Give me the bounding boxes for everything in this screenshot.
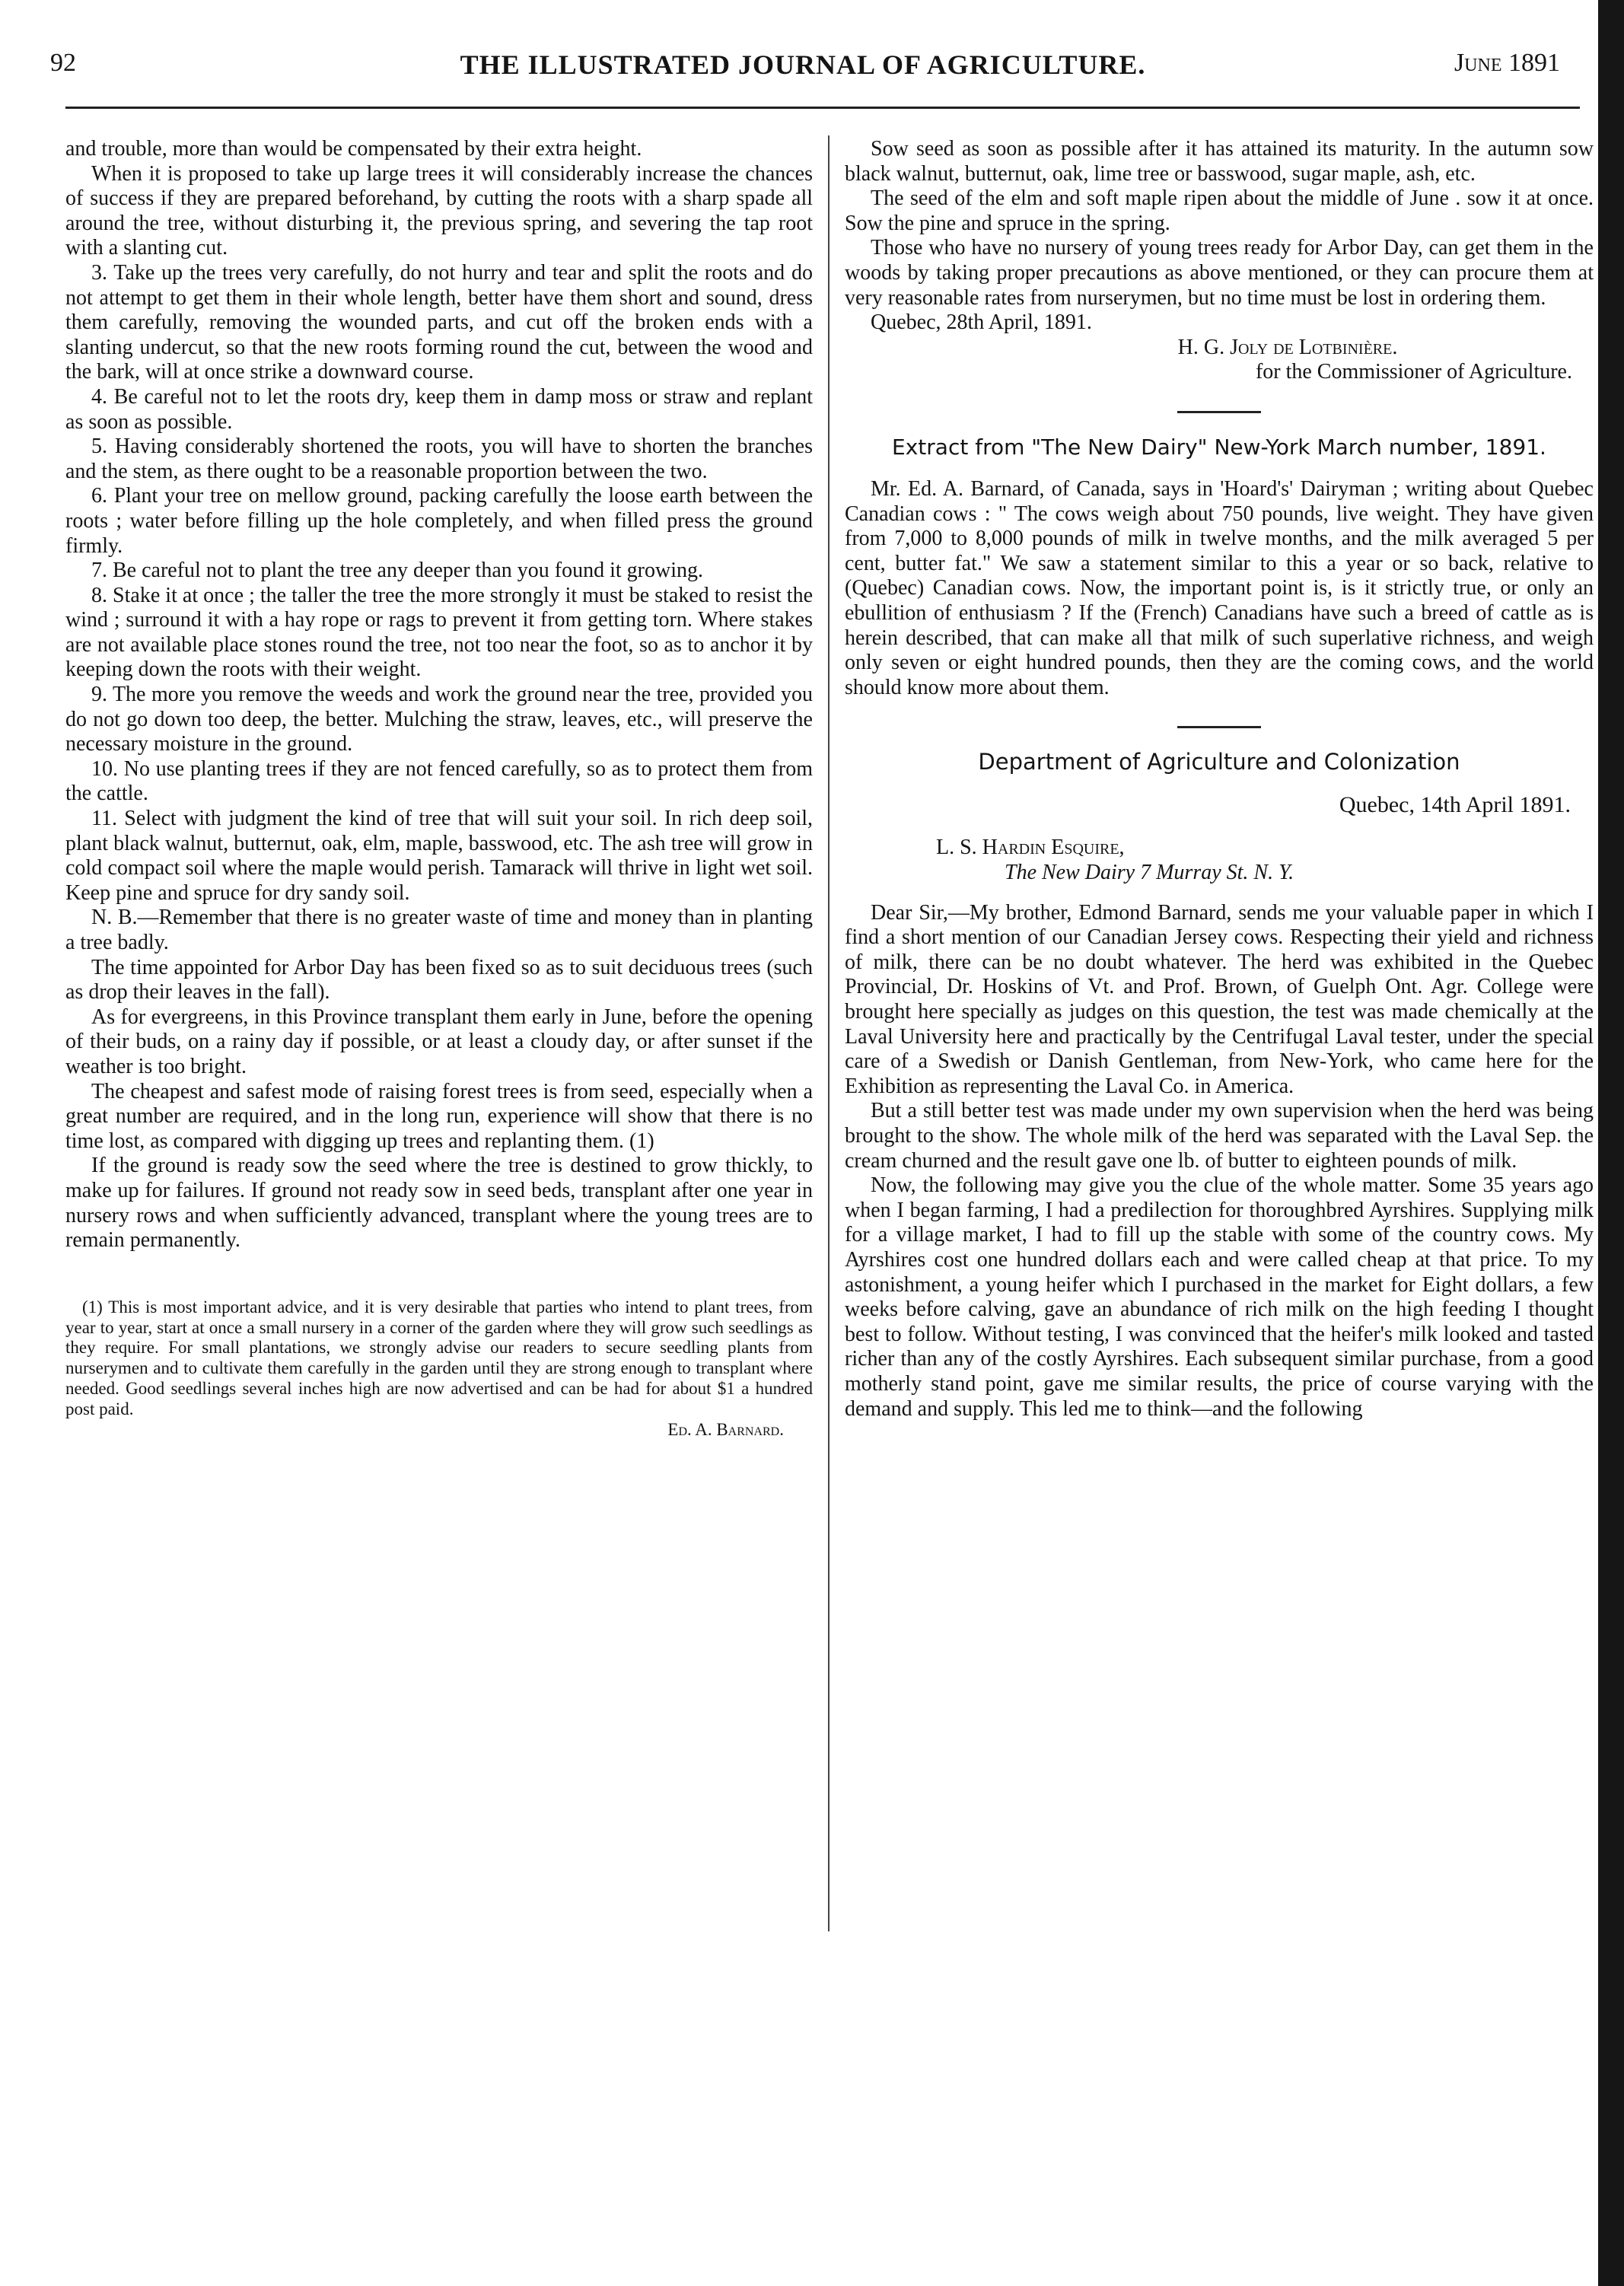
footnote bbox=[65, 1297, 813, 1441]
running-header bbox=[46, 46, 1560, 87]
footnote-signature: Ed. A. Barnard. bbox=[667, 1419, 784, 1439]
letter-paragraph: Dear Sir,—My brother, Edmond Barnard, sends me your valuable paper in which I find a short mention of our Canadian Jersey cows. Respecting their yield and richness of milk, there can be no doubt whatever. The herd was exhibited in the Quebec Provincial, Dr. Hoskins of Vt. and Prof. Brown, of Guelph Ont. Agr. College were brought here specially as judges on this question, the test was made chemically at the Laval University here and practically by the Centrifugal Laval tester, under the special care of a Swedish or Danish Gentleman, from New-York, who came here for the Exhibition as representing the Laval Co. in America. bbox=[845, 900, 1594, 1098]
section-separator bbox=[1177, 726, 1261, 728]
department-heading: Department of Agriculture and Colonization bbox=[978, 749, 1460, 775]
paragraph: 11. Select with judgment the kind of tree that will suit your soil. In rich deep soil, plant black walnut, butternut, oak, elm, maple, basswood, etc. The ash tree will grow in cold compact soil where the maple would perish. Tamarack will thrive in light wet soil. Keep pine and spruce for dry sandy soil. bbox=[65, 807, 813, 905]
paragraph: The time appointed for Arbor Day has been fixed so as to suit deciduous trees (such as drop their leaves in the fall). bbox=[65, 955, 813, 1005]
paragraph: 8. Stake it at once ; the taller the tree the more strongly it must be staked to resist the wind ; surround it with a hay rope or rags to prevent it from getting torn. Where stakes are not available place stones round the tree, not too near the foot, so as to anchor it by keeping down the roots with their weight. bbox=[65, 583, 813, 682]
paragraph: Those who have no nursery of young trees ready for Arbor Day, can get them in the woods by taking proper precautions as above mentioned, or they can procure them at very reasonable rates from nurserymen, but no time must be lost in ordering them. bbox=[845, 236, 1594, 310]
paragraph: 3. Take up the trees very carefully, do not hurry and tear and split the roots and do not attempt to get them in their whole length, better have them short and sound, dress them carefully, removing the wounded parts, and cut off the broken ends with a slanting undercut, so that the new roots forming round the cut, between the wood and the bark, will at once strike a downward course. bbox=[65, 260, 813, 384]
header-rule bbox=[65, 107, 1580, 109]
paragraph: The seed of the elm and soft maple ripen about the middle of June . sow it at once. Sow the pine and spruce in the spring. bbox=[845, 186, 1594, 235]
scan-edge-bar bbox=[1598, 0, 1624, 2286]
extract-heading: Extract from "The New Dairy" New-York March number, 1891. bbox=[892, 434, 1546, 460]
paragraph: 4. Be careful not to let the roots dry, keep them in damp moss or straw and replant as soon as possible. bbox=[65, 384, 813, 434]
letter-paragraph: But a still better test was made under my own supervision when the herd was being brought to the show. The whole milk of the herd was separated with the Laval Sep. the cream churned and the result gave one lb. of butter to eighteen pounds of milk. bbox=[845, 1099, 1594, 1173]
extract-paragraph: Mr. Ed. A. Barnard, of Canada, says in 'Hoard's' Dairyman ; writing about Quebec Canadian cows : " The cows weigh about 750 pounds, live weight. They have given from 7,000 to 8,000 pounds of milk in twelve months, and the milk averaged 5 per cent, butter fat." We saw a statement similar to this a year or so back, relative to (Quebec) Canadian cows. Now, the important point is, is it strictly true, or only an ebullition of enthusiasm ? If the (French) Canadians have such a breed of cattle as is herein described, that can make all that milk of such superlative richness, and weigh only seven or eight hundred pounds, then they are the coming cows, and the world should know more about them. bbox=[845, 476, 1594, 699]
signature-name: H. G. Joly de Lotbinière. bbox=[1177, 335, 1398, 359]
right-column bbox=[845, 137, 1594, 1422]
paragraph: 7. Be careful not to plant the tree any deeper than you found it growing. bbox=[91, 559, 703, 583]
paragraph: 10. No use planting trees if they are not fenced carefully, so as to protect them from the cattle. bbox=[65, 756, 813, 806]
paragraph: 6. Plant your tree on mellow ground, packing carefully the loose earth between the roots ; water before filling up the hole completely, and when filled press the ground firmly. bbox=[65, 484, 813, 558]
paragraph: If the ground is ready sow the seed where the tree is destined to grow thickly, to make up for failures. If ground not ready sow in seed beds, transplant after one year in nursery rows and when sufficiently advanced, transplant where the young trees are to remain permanently. bbox=[65, 1154, 813, 1253]
paragraph: As for evergreens, in this Province transplant them early in June, before the opening of their buds, on a rainy day if possible, or at least a cloudy day, or after sunset if the weather is too bright. bbox=[65, 1005, 813, 1078]
paragraph: and trouble, more than would be compensated by their extra height. bbox=[65, 137, 642, 161]
paragraph: Sow seed as soon as possible after it has attained its maturity. In the autumn sow black walnut, butternut, oak, lime tree or basswood, sugar maple, ash, etc. bbox=[845, 137, 1594, 186]
letter-paragraph: Now, the following may give you the clue of the whole matter. Some 35 years ago when I began farming, I had a predilection for thoroughbred Ayrshires. Supplying milk for a village market, I had to fill up the stable with some of the country cows. My Ayrshires cost one hundred dollars each and were called cheap at that price. To my astonishment, a young heifer which I purchased in the market for Eight dollars, a few weeks before calving, gave an abundance of rich milk on the high feeding I thought best to follow. Without testing, I was convinced that the heifer's milk looked and tasted richer than any of the costly Ayrshires. Each subsequent similar purchase, from a good motherly stand point, gave me similar results, the price of course varying with the demand and supply. This led me to think—and the following bbox=[845, 1173, 1594, 1421]
footnote-text: (1) This is most important advice, and it is very desirable that parties who intend to plant trees, from year to year, start at once a small nursery in a corner of the garden where they will grow such seedlings as they require. For small plantations, we strongly advise our readers to secure seedling plants from nurserymen and to cultivate them carefully in the garden until they are strong enough to transplant where needed. Good seedlings several inches high are now advertised and can be had for about $1 a hundred post paid. bbox=[65, 1297, 813, 1418]
paragraph: N. B.—Remember that there is no greater waste of time and money than in planting a tree badly. bbox=[65, 906, 813, 954]
journal-title: THE ILLUSTRATED JOURNAL OF AGRICULTURE. bbox=[460, 49, 1146, 80]
paragraph: 9. The more you remove the weeds and work the ground near the tree, provided you do not go down too deep, the better. Mulching the straw, leaves, etc., will preserve the necessary moisture in the ground. bbox=[65, 683, 813, 756]
signature-title: for the Commissioner of Agriculture. bbox=[1255, 360, 1572, 384]
section-separator bbox=[1177, 411, 1261, 413]
paragraph: 5. Having considerably shortened the roots, you will have to shorten the branches and the stem, as there ought to be a reasonable proportion between the two. bbox=[65, 435, 813, 483]
paragraph: The cheapest and safest mode of raising forest trees is from seed, especially when a great number are required, and in the long run, experience will show that there is no time lost, as compared with digging up trees and replanting them. (1) bbox=[65, 1079, 813, 1153]
column-divider bbox=[828, 135, 830, 1931]
letter-addressee: L. S. Hardin Esquire, bbox=[936, 836, 1125, 860]
signature-place-date: Quebec, 28th April, 1891. bbox=[871, 310, 1092, 335]
left-column bbox=[65, 137, 813, 1440]
paragraph: When it is proposed to take up large trees it will considerably increase the chances of success if they are prepared beforehand, by cutting the roots with a sharp spade all around the tree, without disturbing it, the previous spring, and severing the tap root with a slanting cut. bbox=[65, 161, 813, 260]
issue-date: June 1891 bbox=[1454, 49, 1560, 77]
letter-address: The New Dairy 7 Murray St. N. Y. bbox=[1005, 861, 1294, 885]
letter-dateline: Quebec, 14th April 1891. bbox=[1339, 791, 1571, 817]
page-number: 92 bbox=[50, 49, 76, 77]
